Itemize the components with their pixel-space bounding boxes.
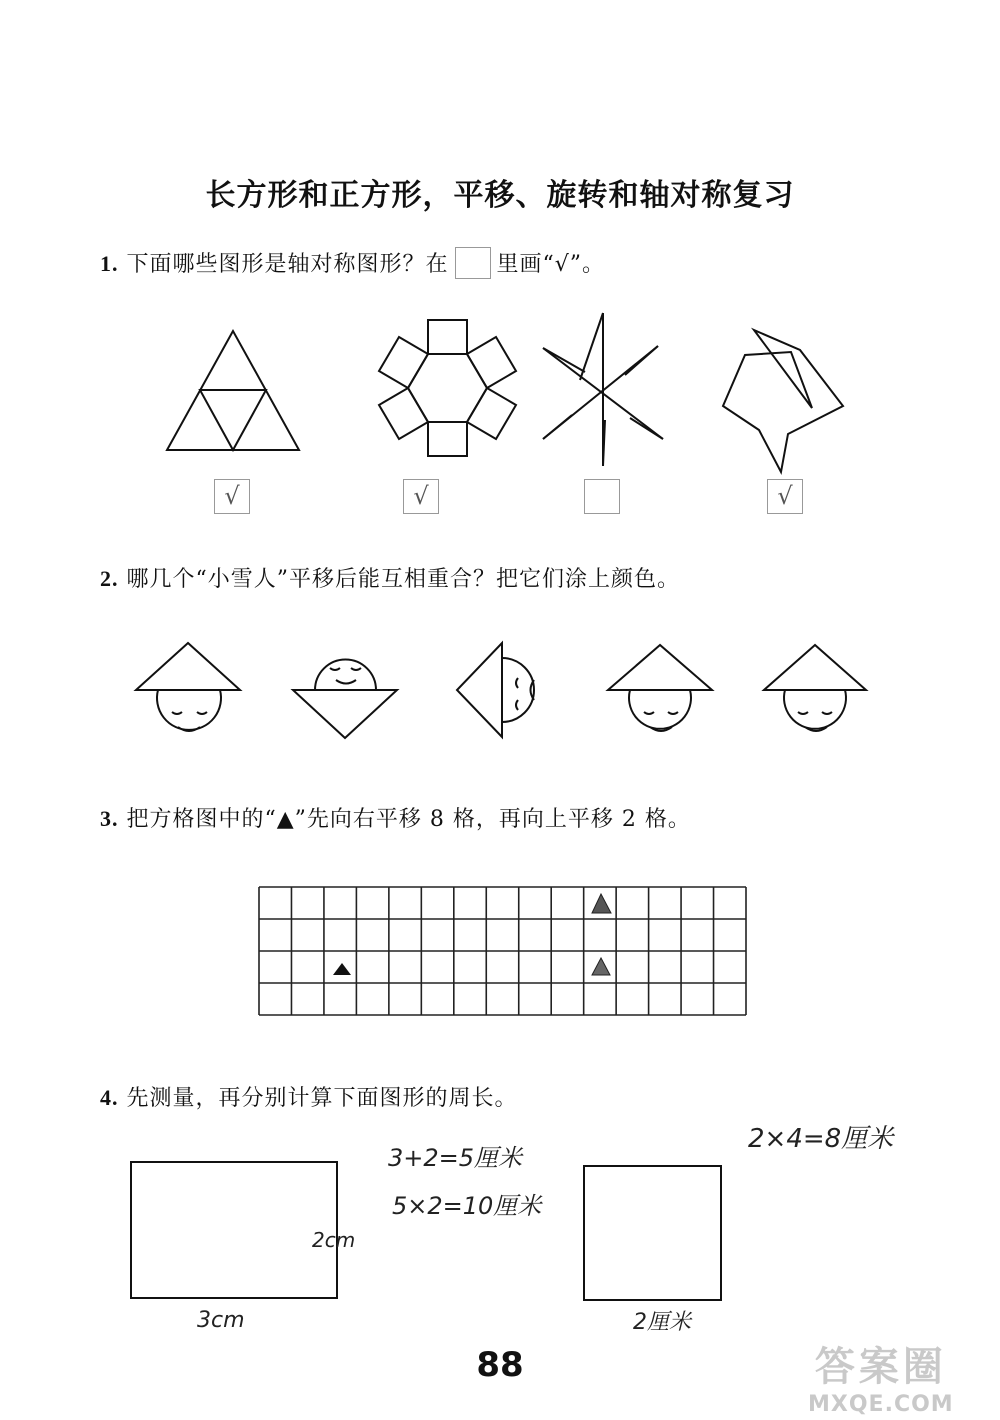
question-text-before: 下面哪些图形是轴对称图形？在 — [126, 252, 449, 277]
question-number: 4. — [100, 1085, 119, 1110]
answer-box-1[interactable]: √ — [214, 479, 250, 514]
question-text: 哪几个“小雪人”平移后能互相重合？把它们涂上颜色。 — [126, 567, 680, 592]
question-text-before: 把方格图中的“ — [126, 807, 277, 832]
page-title: 长方形和正方形，平移、旋转和轴对称复习 — [205, 178, 795, 213]
question-number: 1. — [100, 251, 119, 276]
question-text: 先测量，再分别计算下面图形的周长。 — [126, 1086, 518, 1111]
handwriting-square-bottom: 2厘米 — [633, 1310, 691, 1335]
watermark-logo — [808, 1335, 954, 1417]
handwriting-calc-1: 3+2=5厘米 — [388, 1144, 523, 1172]
question-text-after: ”先向右平移 8 格，再向上平移 2 格。 — [294, 807, 691, 832]
answer-box-2[interactable]: √ — [403, 479, 439, 514]
handwriting-calc-2: 5×2=10厘米 — [392, 1192, 542, 1220]
handwriting-square-calc: 2×4=8厘米 — [748, 1124, 894, 1154]
watermark-line-2: MXQE.COM — [808, 1392, 954, 1417]
answer-box-4[interactable]: √ — [767, 479, 803, 514]
question-number: 3. — [100, 806, 119, 831]
question-number: 2. — [100, 566, 119, 591]
watermark-line-1: 答案圈 — [814, 1344, 947, 1390]
square-figure — [584, 1166, 721, 1300]
handwriting-rect-side: 2cm — [312, 1228, 356, 1252]
rectangle-figure — [131, 1162, 337, 1298]
handwriting-rect-bottom: 3cm — [197, 1308, 245, 1333]
question-text-after: 里画“√”。 — [496, 252, 606, 277]
triangle-glyph: ▲ — [276, 807, 295, 832]
page-number: 88 — [476, 1345, 524, 1385]
